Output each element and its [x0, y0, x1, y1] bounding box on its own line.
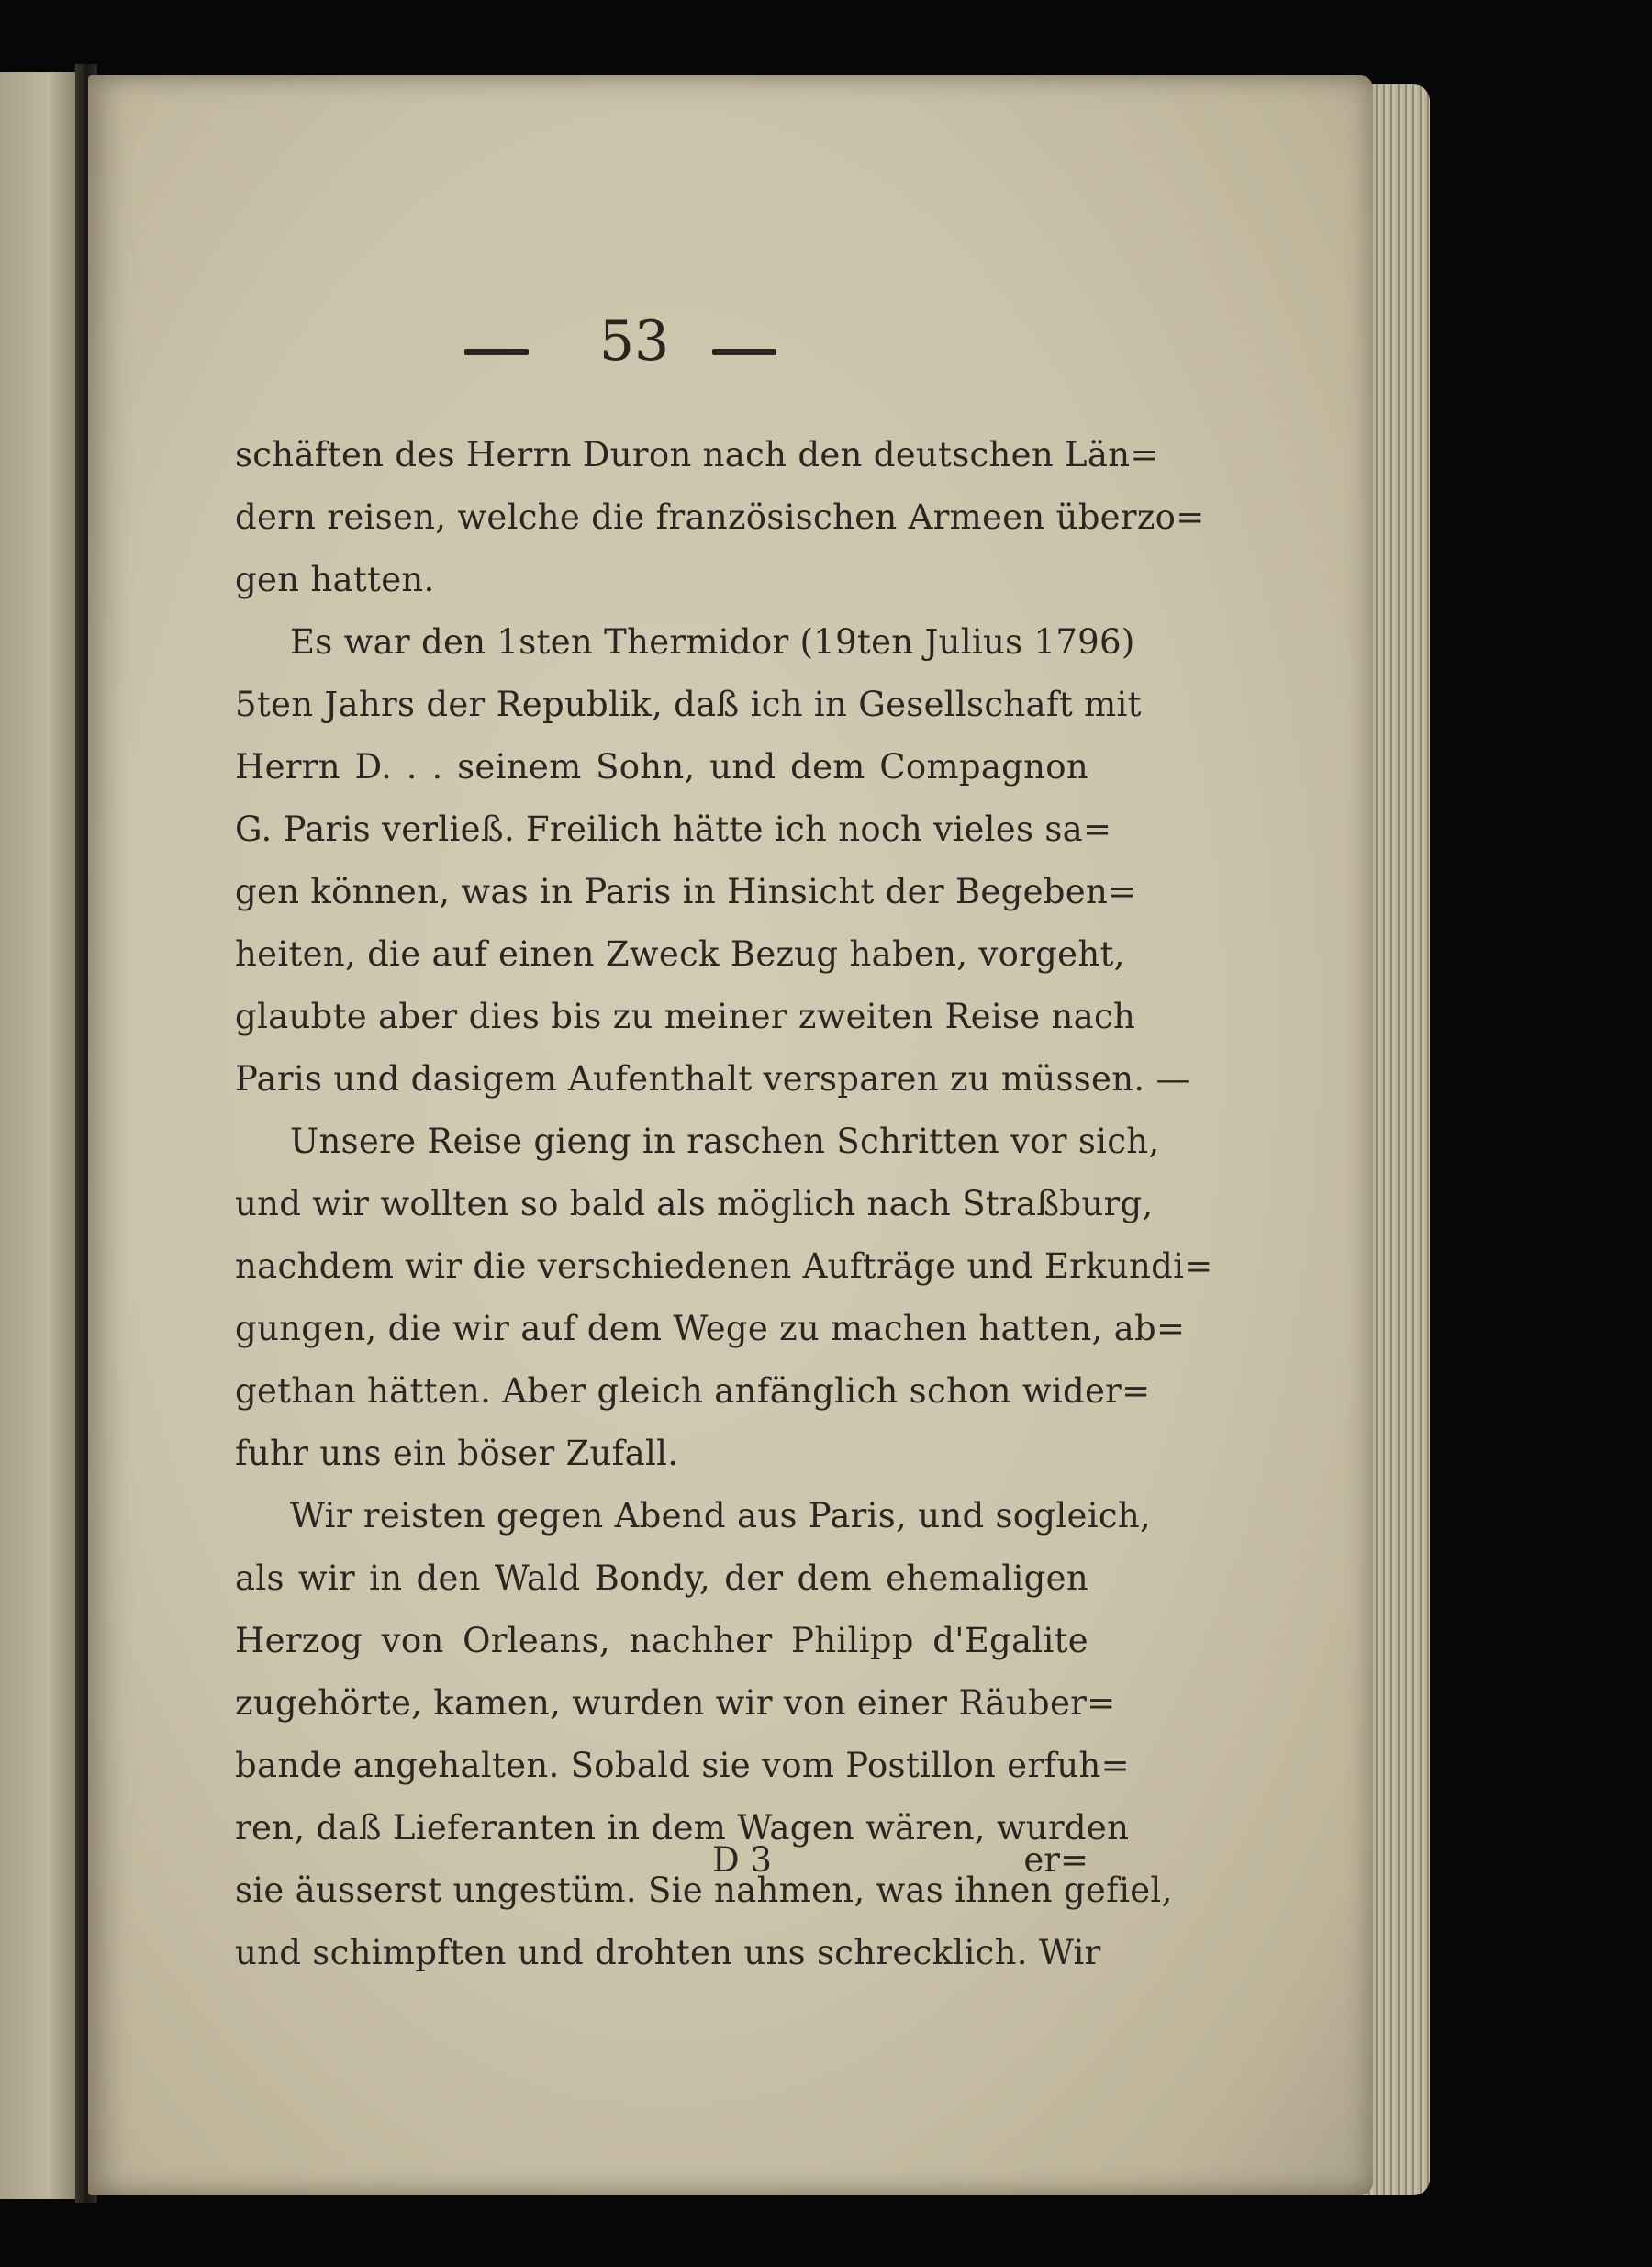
text-line: und schimpften und drohten uns schrecklich. Wir: [235, 1933, 1101, 1972]
text-line: 5ten Jahrs der Republik, daß ich in Gesellschaft mit: [235, 685, 1142, 724]
text-line: bande angehalten. Sobald sie vom Postillon erfuh=: [235, 1746, 1130, 1785]
text-line: Wir reisten gegen Abend aus Paris, und sogleich,: [290, 1496, 1152, 1536]
page-number: 53: [598, 309, 670, 374]
text-line: Unsere Reise gieng in raschen Schritten vor sich,: [290, 1122, 1160, 1161]
header-dash-left: [464, 349, 529, 355]
text-line: heiten, die auf einen Zweck Bezug haben, vorgeht,: [235, 934, 1125, 974]
page-header: [464, 296, 905, 396]
text-line: gen hatten.: [235, 560, 435, 599]
text-line: glaubte aber dies bis zu meiner zweiten Reise nach: [235, 997, 1136, 1036]
page-body-text: [235, 424, 1213, 1984]
text-line: gethan hätten. Aber gleich anfänglich schon wider=: [235, 1371, 1151, 1411]
text-line: als wir in den Wald Bondy, der dem ehemaligen: [235, 1558, 1088, 1598]
text-line: zugehörte, kamen, wurden wir von einer Räuber=: [235, 1683, 1116, 1723]
text-line: ren, daß Lieferanten in dem Wagen wären, wurden: [235, 1808, 1130, 1848]
text-line: Paris und dasigem Aufenthalt versparen zu müssen. —: [235, 1059, 1190, 1099]
text-line: nachdem wir die verschiedenen Aufträge und Erkundi=: [235, 1246, 1213, 1286]
book-page: [88, 75, 1373, 2195]
text-line: dern reisen, welche die französischen Armeen überzo=: [235, 497, 1205, 537]
catchword: er=: [1023, 1840, 1088, 1880]
text-line: gen können, was in Paris in Hinsicht der Begeben=: [235, 872, 1137, 911]
text-line: G. Paris verließ. Freilich hätte ich noch vieles sa=: [235, 810, 1112, 849]
header-dash-right: [712, 349, 776, 355]
text-line: Es war den 1sten Thermidor (19ten Julius 1796): [290, 622, 1135, 662]
text-line: sie äusserst ungestüm. Sie nahmen, was ihnen gefiel,: [235, 1871, 1173, 1910]
signature-mark: D 3: [712, 1840, 772, 1880]
text-line: fuhr uns ein böser Zufall.: [235, 1434, 679, 1473]
page-footer: [235, 1828, 1088, 1893]
text-line: und wir wollten so bald als möglich nach Straßburg,: [235, 1184, 1154, 1223]
text-line: gungen, die wir auf dem Wege zu machen hatten, ab=: [235, 1309, 1186, 1348]
text-line: Herrn D. . . seinem Sohn, und dem Compagnon: [235, 747, 1088, 787]
text-line: Herzog von Orleans, nachher Philipp d'Egalite: [235, 1621, 1088, 1660]
text-line: schäften des Herrn Duron nach den deutschen Län=: [235, 435, 1159, 475]
